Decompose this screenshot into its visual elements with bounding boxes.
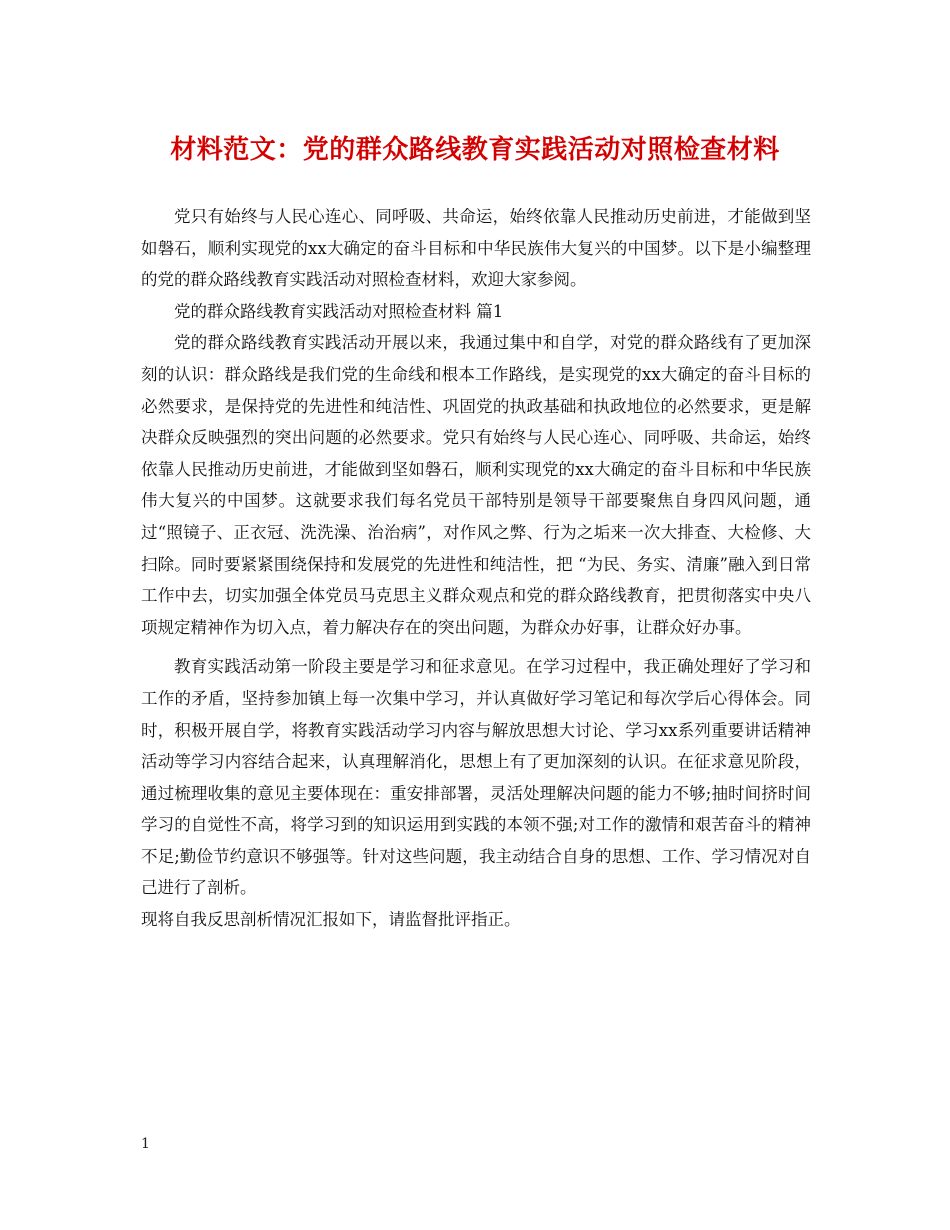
body-paragraph-2: 教育实践活动第一阶段主要是学习和征求意见。在学习过程中，我正确处理好了学习和工作的矛盾，坚持参加镇上每一次集中学习，并认真做好学习笔记和每次学后心得体会。同时，积极开展自学，将教育实践活动学习内容与解放思想大讨论、学习xx系列重要讲话精神活动等学习内容结合起来，认真理解消化，思想上有了更加深刻的认识。在征求意见阶段，通过梳理收集的意见主要体现在：重安排部署，灵活处理解决问题的能力不够;抽时间挤时间学习的自觉性不高，将学习到的知识运用到实践的本领不强;对工作的激情和艰苦奋斗的精神不足;勤俭节约意识不够强等。针对这些问题，我主动结合自身的思想、工作、学习情况对自己进行了剖析。: [141, 657, 811, 898]
intro-paragraph: 党只有始终与人民心连心、同呼吸、共命运，始终依靠人民推动历史前进，才能做到坚如磐石，顺利实现党的xx大确定的奋斗目标和中华民族伟大复兴的中国梦。以下是小编整理的党的群众路线教育实践活动对照检查材料，欢迎大家参阅。: [141, 207, 811, 290]
body-paragraph-1: 党的群众路线教育实践活动开展以来，我通过集中和自学，对党的群众路线有了更加深刻的认识：群众路线是我们党的生命线和根本工作路线，是实现党的xx大确定的奋斗目标的必然要求，是保持党的先进性和纯洁性、巩固党的执政基础和执政地位的必然要求，更是解决群众反映强烈的突出问题的必然要求。党只有始终与人民心连心、同呼吸、共命运，始终依靠人民推动历史前进，才能做到坚如磐石，顺利实现党的xx大确定的奋斗目标和中华民族伟大复兴的中国梦。这就要求我们每名党员干部特别是领导干部要聚焦自身四风问题，通过“照镜子、正衣冠、洗洗澡、治治病”，对作风之弊、行为之垢来一次大排查、大检修、大扫除。同时要紧紧围绕保持和发展党的先进性和纯洁性，把 “为民、务实、清廉”融入到日常工作中去，切实加强全体党员马克思主义群众观点和党的群众路线教育，把贯彻落实中央八项规定精神作为切入点，着力解决存在的突出问题，为群众办好事，让群众好办事。: [141, 333, 811, 637]
document-body: [141, 201, 811, 936]
page-number: 1: [141, 1136, 150, 1152]
section-heading: 党的群众路线教育实践活动对照检查材料 篇1: [174, 301, 504, 321]
document-title: 材料范文：党的群众路线教育实践活动对照检查材料: [170, 135, 780, 165]
body-paragraph-3: 现将自我反思剖析情况汇报如下，请监督批评指正。: [141, 910, 521, 930]
